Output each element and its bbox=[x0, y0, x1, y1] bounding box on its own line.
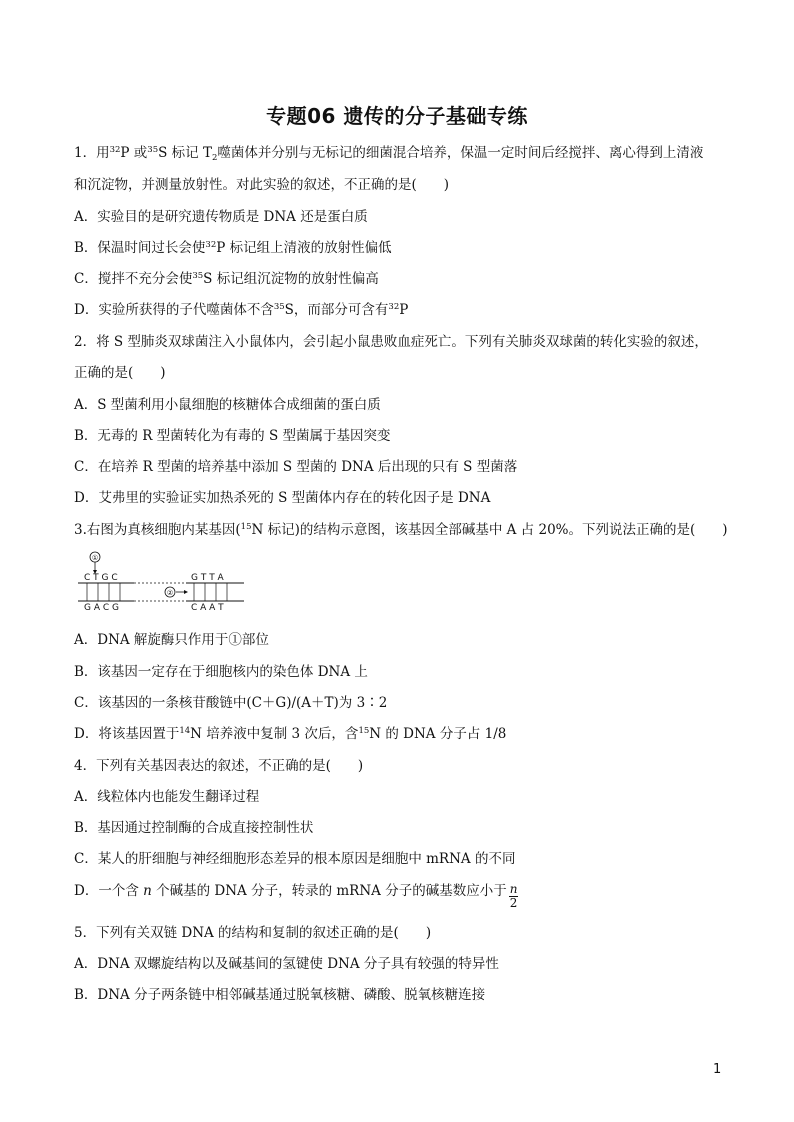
option-text: D．一个含 bbox=[74, 883, 139, 899]
strand-bottom-left: G A C G bbox=[84, 603, 119, 612]
isotope-mark: 14 bbox=[179, 726, 191, 736]
isotope-mark: 15 bbox=[240, 522, 252, 532]
q3-option-a: A．DNA 解旋酶只作用于①部位 bbox=[74, 632, 269, 648]
q1-stem-line1 bbox=[74, 144, 734, 162]
q5-stem: 5．下列有关双链 DNA 的结构和复制的叙述正确的是( ) bbox=[74, 925, 432, 941]
isotope-mark: 32 bbox=[109, 145, 121, 155]
q1-option-d bbox=[74, 301, 734, 319]
q2-option-b: B．无毒的 R 型菌转化为有毒的 S 型菌属于基因突变 bbox=[74, 428, 391, 444]
q2-option-d: D．艾弗里的实验证实加热杀死的 S 型菌体内存在的转化因子是 DNA bbox=[74, 490, 491, 506]
option-text: D．将该基因置于 bbox=[74, 726, 180, 742]
q1-option-b bbox=[74, 239, 734, 257]
q5-option-b: B．DNA 分子两条链中相邻碱基通过脱氧核糖、磷酸、脱氧核糖连接 bbox=[74, 987, 486, 1003]
option-text: B．保温时间过长会使 bbox=[74, 240, 206, 256]
option-text: P bbox=[399, 302, 409, 318]
strand-bottom-right: C A A T bbox=[191, 603, 224, 612]
strand-top-right: G T T A bbox=[191, 573, 224, 583]
q1-option-c bbox=[74, 270, 734, 288]
option-text: N 的 DNA 分子占 1/8 bbox=[369, 726, 507, 742]
isotope-mark: 35 bbox=[147, 145, 159, 155]
q3-stem-text: N 标记)的结构示意图，该基因全部碱基中 A 占 20%。下列说法正确的是( ) bbox=[251, 522, 728, 538]
q2-stem-line1: 2．将 S 型肺炎双球菌注入小鼠体内，会引起小鼠患败血症死亡。下列有关肺炎双球菌的转化实验的叙述， bbox=[74, 334, 708, 350]
q3-option-c: C．该基因的一条核苷酸链中(C＋G)/(A＋T)为 3∶2 bbox=[74, 695, 388, 711]
option-text: S 标记组沉淀物的放射性偏高 bbox=[203, 271, 379, 287]
q2-stem-line2: 正确的是( ) bbox=[74, 365, 166, 381]
q3-option-d bbox=[74, 725, 734, 743]
q3-option-b: B．该基因一定存在于细胞核内的染色体 DNA 上 bbox=[74, 664, 368, 680]
q4-option-b: B．基因通过控制酶的合成直接控制性状 bbox=[74, 820, 314, 836]
marker-label-2: ② bbox=[166, 589, 174, 597]
page-number: 1 bbox=[713, 1062, 722, 1077]
q1-stem-text: P 或 bbox=[120, 145, 148, 161]
isotope-mark: 32 bbox=[388, 302, 400, 312]
fraction-n-over-2 bbox=[509, 883, 519, 910]
q2-option-a: A．S 型菌利用小鼠细胞的核糖体合成细菌的蛋白质 bbox=[74, 397, 381, 413]
q4-option-c: C．某人的肝细胞与神经细胞形态差异的根本原因是细胞中 mRNA 的不同 bbox=[74, 851, 516, 867]
isotope-mark: 35 bbox=[273, 302, 285, 312]
q4-option-d bbox=[74, 882, 734, 910]
option-text: S，而部分可含有 bbox=[284, 302, 389, 318]
q3-stem-text: 3.右图为真核细胞内某基因( bbox=[74, 522, 241, 538]
dna-structure-diagram bbox=[76, 550, 246, 612]
option-text: D．实验所获得的子代噬菌体不含 bbox=[74, 302, 274, 318]
isotope-mark: 32 bbox=[205, 240, 217, 250]
option-text: C．搅拌不充分会使 bbox=[74, 271, 193, 287]
q1-stem-line2: 和沉淀物，并测量放射性。对此实验的叙述，不正确的是( ) bbox=[74, 177, 450, 193]
isotope-mark: 35 bbox=[192, 271, 204, 281]
option-text: N 培养液中复制 3 次后，含 bbox=[190, 726, 359, 742]
variable-n: n bbox=[143, 883, 152, 899]
option-text: P 标记组上清液的放射性偏低 bbox=[216, 240, 392, 256]
q1-stem-text: S 标记 T bbox=[158, 145, 212, 161]
q4-stem: 4．下列有关基因表达的叙述，不正确的是( ) bbox=[74, 758, 364, 774]
fraction-numerator: n bbox=[509, 882, 518, 896]
option-text: 个碱基的 DNA 分子，转录的 mRNA 分子的碱基数应小于 bbox=[156, 883, 507, 899]
base-pair-rungs bbox=[87, 583, 227, 601]
arrow-head-2 bbox=[184, 590, 188, 594]
q2-option-c: C．在培养 R 型菌的培养基中添加 S 型菌的 DNA 后出现的只有 S 型菌落 bbox=[74, 459, 518, 475]
q4-option-a: A．线粒体内也能发生翻译过程 bbox=[74, 789, 260, 805]
fraction-denominator: 2 bbox=[509, 896, 518, 910]
q3-stem bbox=[74, 521, 734, 539]
q1-stem-text: 1．用 bbox=[74, 145, 110, 161]
q1-option-a: A．实验目的是研究遗传物质是 DNA 还是蛋白质 bbox=[74, 209, 368, 225]
q1-stem-text: 噬菌体并分别与无标记的细菌混合培养，保温一定时间后经搅拌、离心得到上清液 bbox=[217, 145, 704, 161]
marker-label-1: ① bbox=[91, 554, 99, 562]
subscript-mark: 2 bbox=[211, 153, 218, 163]
strand-top-left: C T G C bbox=[84, 573, 118, 583]
q5-option-a: A．DNA 双螺旋结构以及碱基间的氢键使 DNA 分子具有较强的特异性 bbox=[74, 956, 499, 972]
page-title: 专题06 遗传的分子基础专练 bbox=[266, 104, 528, 128]
isotope-mark: 15 bbox=[358, 726, 370, 736]
